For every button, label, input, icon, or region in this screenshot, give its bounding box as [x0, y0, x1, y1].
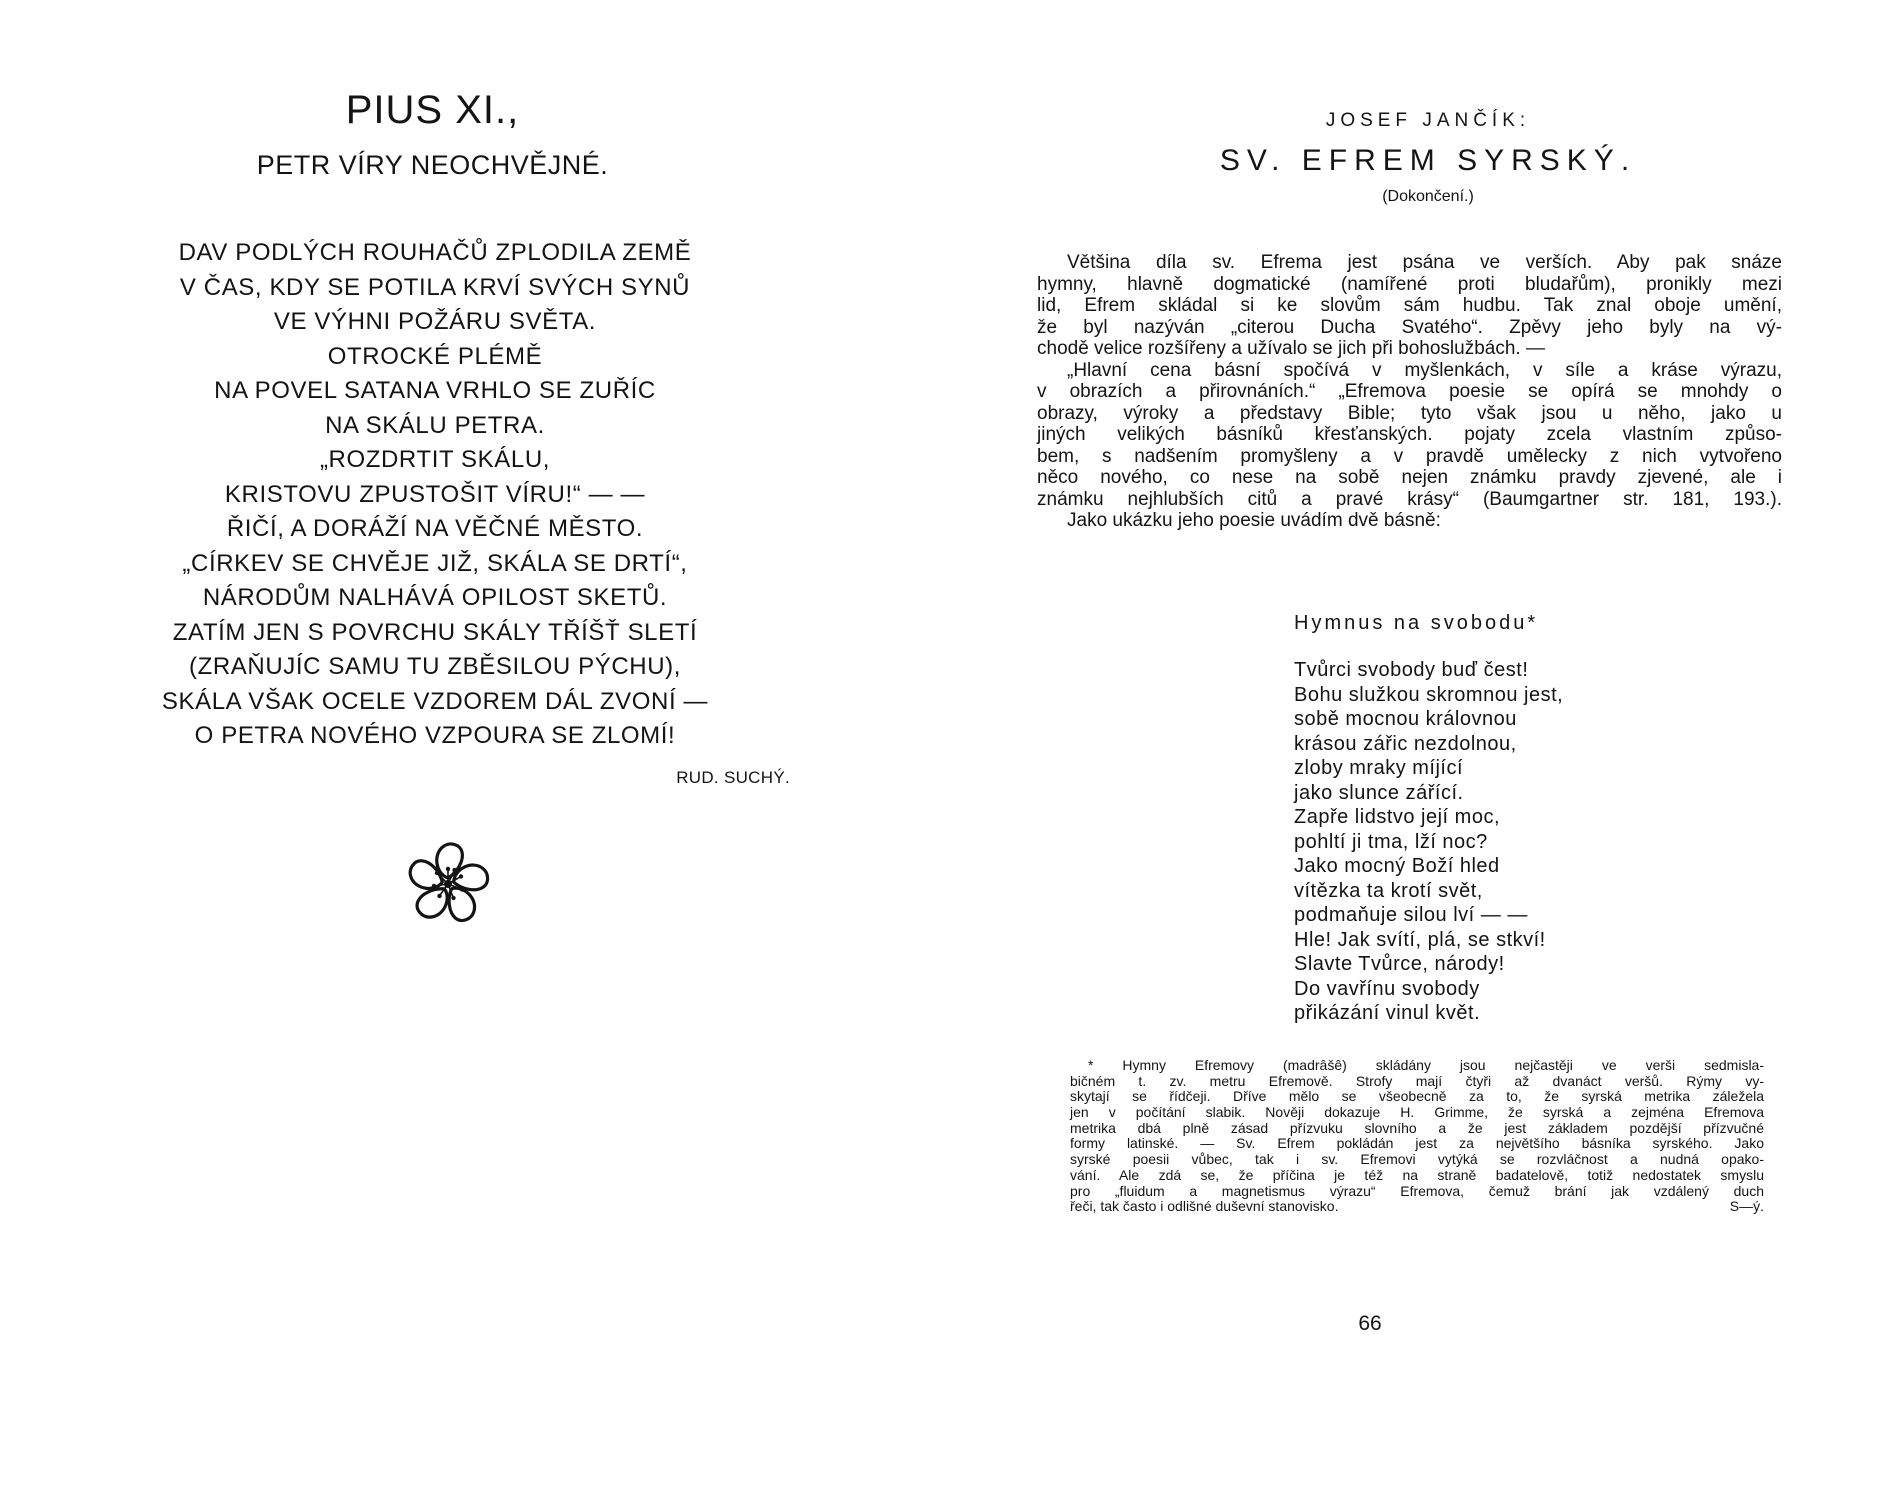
prose-line: známku nejhlubších citů a pravé krásy“ (Baumgartner str. 181, 193.).	[1037, 488, 1782, 510]
prose-line: jiných velikých básníků křesťanských. pojaty zcela vlastním způso-	[1037, 424, 1782, 445]
poem-line: KRISTOVU ZPUSTOŠIT VÍRU!“ — —	[224, 480, 646, 508]
poem-line: OTROCKÉ PLÉMĚ	[327, 342, 543, 370]
poem-line: DAV PODLÝCH ROUHAČŮ ZPLODILA ZEMĚ	[178, 239, 692, 266]
hymn-line: sobě mocnou královnou	[1294, 708, 1517, 730]
poem-line: ŘIČÍ, A DORÁŽÍ NA VĚČNÉ MĚSTO.	[226, 515, 644, 542]
prose-line: obrazy, výroky a představy Bible; tyto však jsou u něho, jako u	[1037, 402, 1782, 424]
right-page	[952, 0, 1904, 1500]
hymn-line: zloby mraky míjící	[1294, 757, 1464, 779]
poem-title: PIUS XI.,	[345, 88, 520, 132]
poem-text	[150, 236, 720, 754]
article-body	[1037, 252, 1782, 532]
poem-line: „CÍRKEV SE CHVĚJE JIŽ, SKÁLA SE DRTÍ“,	[182, 549, 688, 577]
footnote-line: * Hymny Efremovy (madrâšê) skládány jsou nejčastěji ve verši sedmisla-	[1088, 1057, 1764, 1073]
poem-line: O PETRA NOVÉHO VZPOURA SE ZLOMÍ!	[194, 722, 676, 749]
hymn-line: krásou zářic nezdolnou,	[1294, 732, 1517, 755]
hymn-line: Slavte Tvůrce, národy!	[1294, 953, 1505, 975]
poem-author: RUD. SUCHÝ.	[676, 768, 790, 787]
prose-line: lid, Efrem skládal si ke slovům sám hudbu. Tak znal oboje umění,	[1037, 295, 1782, 316]
article-subtitle: (Dokončení.)	[1382, 188, 1474, 205]
hymn-text	[1294, 658, 1563, 1026]
prose-line: „Hlavní cena básní spočívá v myšlenkách, v síle a kráse výrazu,	[1067, 359, 1782, 381]
footnote-line: vání. Ale zdá se, že příčina je též na straně badatelově, totiž nedostatek smyslu	[1070, 1166, 1764, 1183]
footnote-line: jen v počítání slabik. Nověji dokazuje H. Grimme, že syrská a zejména Efremova	[1070, 1104, 1764, 1121]
page-number: 66	[1358, 1312, 1382, 1335]
hymn-line: jako slunce zářící.	[1294, 781, 1464, 804]
poem-subtitle: PETR VÍRY NEOCHVĚJNÉ.	[256, 150, 609, 180]
prose-line: něco nového, co nese na sobě nejen známku pravdy zjevené, ale i	[1037, 467, 1782, 488]
hymn-line: Zapře lidstvo její moc,	[1294, 806, 1501, 828]
prose-line: hymny, hlavně dogmatické (namířené proti bludařům), pronikly mezi	[1037, 273, 1782, 295]
footnote-line: syrské poesii vůbec, tak i sv. Efremovi vytýká se rozvláčnost a nudná opako-	[1070, 1151, 1764, 1168]
flower-ornament-icon	[403, 838, 493, 928]
footnote-signature: S—ý.	[1729, 1198, 1764, 1215]
footnote-line: metrika dbá plně zásad přízvuku slovního a že jest základem pozdější přízvučné	[1070, 1119, 1764, 1136]
poem-line: SKÁLA VŠAK OCELE VZDOREM DÁL ZVONÍ —	[161, 687, 709, 715]
article-title: SV. EFREM SYRSKÝ.	[1219, 144, 1637, 177]
hymn-line: pohltí ji tma, lží noc?	[1294, 830, 1488, 853]
hymn-line: Tvůrci svobody buď čest!	[1294, 659, 1529, 681]
hymn-line: Jako mocný Boží hled	[1294, 855, 1500, 877]
poem-line: V ČAS, KDY SE POTILA KRVÍ SVÝCH SYNŮ	[179, 273, 691, 301]
page-number-container	[952, 1312, 1882, 1336]
prose-line: že byl nazýván „citerou Ducha Svatého“. Zpěvy jeho byly na vý-	[1037, 316, 1782, 338]
poem-line: ZATÍM JEN S POVRCHU SKÁLY TŘÍŠŤ SLETÍ	[172, 618, 698, 646]
footnote-line: pro „fluidum a magnetismus výrazu“ Efremova, čemuž brání jak vzdálený duch	[1070, 1182, 1764, 1199]
prose-line: Jako ukázku jeho poesie uvádím dvě básně:	[1067, 510, 1441, 531]
poem-line: NÁRODŮM NALHÁVÁ OPILOST SKETŮ.	[202, 584, 668, 611]
poem-line: NA SKÁLU PETRA.	[325, 411, 545, 439]
poem-line: VE VÝHNI POŽÁRU SVĚTA.	[273, 308, 597, 335]
prose-line: Většina díla sv. Efrema jest psána ve verších. Aby pak snáze	[1067, 252, 1782, 273]
poem-line: (ZRAŇUJÍC SAMU TU ZBĚSILOU PÝCHU),	[189, 653, 681, 680]
hymn-line: přikázání vinul květ.	[1294, 1002, 1481, 1024]
footnote-line: bičném t. zv. metru Efremově. Strofy mají čtyři až dvanáct veršů. Rýmy vy-	[1070, 1072, 1764, 1089]
hymn-line: Bohu služkou skromnou jest,	[1294, 683, 1564, 706]
footnote-last-line	[1070, 1199, 1764, 1215]
prose-line: bem, s nadšením promyšleny a v pravdě umělecky z nich vytvořeno	[1037, 445, 1782, 467]
poem-line: „ROZDRTIT SKÁLU,	[319, 446, 551, 473]
poem-line: NA POVEL SATANA VRHLO SE ZUŘÍC	[214, 377, 656, 404]
footnote-line: formy latinské. — Sv. Efrem pokládán jest za největšího básníka syrského. Jako	[1070, 1135, 1764, 1152]
hymn-title: Hymnus na svobodu*	[1294, 612, 1539, 634]
hymn-line: podmaňuje silou lví — —	[1294, 904, 1528, 926]
prose-line: v obrazích a přirovnáních.“ „Efremova poesie se opírá se mnohdy o	[1037, 381, 1782, 402]
footnote-line: řeči, tak často i odlišné duševní stanovisko.	[1070, 1198, 1339, 1215]
footnote-line: skytají se řídčeji. Dříve mělo se všeobecně za to, že syrská metrika záležela	[1070, 1088, 1764, 1105]
footnote	[1070, 1058, 1764, 1215]
hymn-line: Do vavřínu svobody	[1294, 977, 1480, 1000]
hymn-line: Hle! Jak svítí, plá, se stkví!	[1294, 928, 1546, 951]
article-author: JOSEF JANČÍK:	[1325, 110, 1531, 131]
prose-line: chodě velice rozšířeny a užívalo se jich při bohoslužbách. —	[1037, 338, 1545, 359]
hymn-line: vítězka ta krotí svět,	[1294, 879, 1483, 902]
